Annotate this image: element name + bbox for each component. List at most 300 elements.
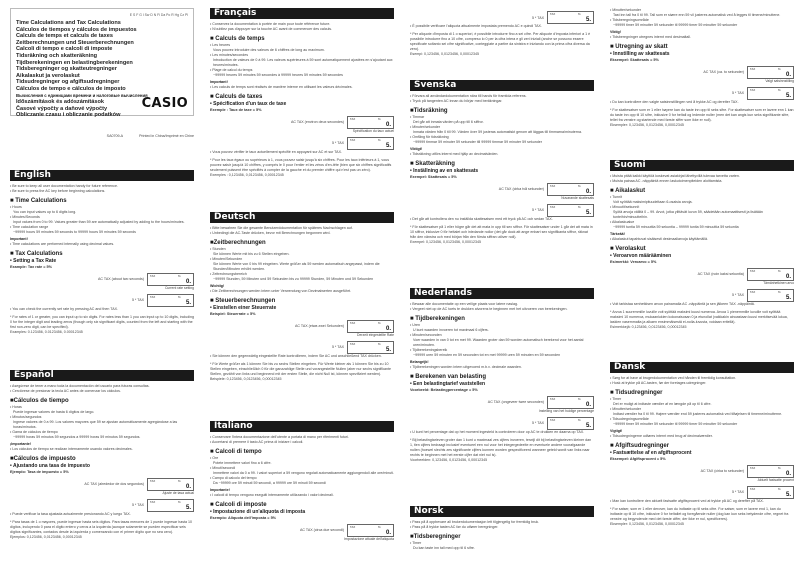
percent-indicator: % [578,183,581,188]
section [210,212,394,382]
tax-indicator: TAX [350,137,356,142]
section-heading: ■ Berekenen van belasting [410,374,486,380]
paragraph-detail: Voit syöttää maksimipituudeltaan 6-osaisia arvoja. [613,200,693,204]
bullet-text: • Gama de cálculos de tiempo [10,430,58,434]
percent-indicator: % [778,66,781,71]
lcd-display [747,465,794,478]
section [10,170,194,335]
bullet-text: Exempel: 0,123456, 0,0123456, 0,00012345 [410,239,481,244]
key-sequence-example [610,289,794,302]
bullet-text: • Minutter/sekunder [610,407,642,411]
key-sequence-example [610,465,794,478]
key-sequence-example [10,478,194,491]
paragraph-detail: −99999 uren 59 minuten en 59 seconden tot en met 99999 uren 59 minuten en 59 seconden [413,353,561,357]
section [10,370,194,540]
cover-title: Cálculos de tiempos y cálculos de impuestos [16,26,137,33]
language-heading: Nederlands [410,288,594,299]
tax-indicator: TAX [750,66,756,71]
display-value: 0. [785,470,791,477]
footnote: * For rates of 1 or greater, you can input up to six digits. For rates less than 1 you can input up to 10 digits, including 0 for the integer digit and leading zeros (though only six significant digits, counted from the left and starting with the first non-zero digit, can be specified). [10,314,194,329]
display-caption: Nuvarande skattesats [561,195,594,200]
bullet-text: • Aikalaskut tapahtuvat sisäisesti desimaaliarvoja käyttämällä. [610,237,708,241]
bullet-text: • I calcoli di tempo vengono eseguiti internamente utilizzando i valori decimali. [210,493,334,497]
section-heading: ■ Tijdberekeningen [410,316,465,322]
key-sequence: AC TAX (etwa zwei Sekunden) [294,324,344,328]
bullet-text: • Tijdberekeningsbereik [410,348,448,352]
display-value: 0. [385,325,391,332]
language-heading: Norsk [410,506,594,517]
tax-indicator: TAX [550,396,556,401]
key-sequence-example [210,116,394,129]
paragraph-detail: −99999 timer 59 minutter 59 sekunder til 99999 timer 59 minutter 59 sekunder [613,23,738,27]
bullet-text: • Les minutes/secondes [210,53,249,57]
bullet-text: • Muista painaa AC -näppäintä ennen laskutoimenpiteiden aloittamista. [610,179,723,183]
tax-indicator: TAX [550,183,556,188]
key-sequence: AC TAX (about two seconds) [97,277,144,281]
bullet-text: • Minuter/sekunder [410,125,441,129]
bullet-text: • Vergeet niet op de AC toets te drukken alvorens te beginnen met het uitvoeren van berekeningen. [410,307,568,311]
important-label: Belangrijk! [410,360,429,364]
bullet-text: • Minutter/sekunder [610,8,642,12]
percent-indicator: % [778,87,781,92]
section-heading: ■ Tidsudregninger [610,390,663,396]
percent-indicator: % [578,12,581,16]
key-sequence: AC TAX (cirka to sekunder) [700,469,744,473]
paragraph-detail: Vous pouvez introduire des valeurs de 6 chiffres de long au maximum. [213,48,325,52]
key-sequence-example [210,320,394,333]
paragraph-detail: −99999 hours 59 minutes 59 seconds to 99999 hours 59 minutes 59 seconds [13,230,136,234]
key-sequence-example [410,183,594,196]
footnote: * Für Werte größer als 1 können Sie bis zu sechs Stellen eingeben. Für Werte kleiner als 1 können Sie bis zu 10 Stellen eingeben, einschließlich 0 für die ganzzahlige Stelle und vorangestellte Nullen (aber nur sechs signifikante Stellen, gezählt von links und beginnend mit der ersten Stelle, die nicht Null ist, können spezifiziert werden). [210,361,391,376]
paragraph-detail: Det er muligt at indtaste værdier af en længde på op til 6 cifre. [613,402,712,406]
display-value: 0. [185,483,191,490]
section [410,80,594,245]
paragraph-detail: −99999 tuntia 59 minuuttia 59 sekuntia – 99999 tuntia 59 minuuttia 59 sekuntia [613,225,739,229]
key-sequence: 5 * TAX [131,503,144,507]
important-label: Viktig! [610,30,621,34]
section [410,8,594,57]
key-sequence: 5 * TAX [331,141,344,145]
percent-indicator: % [578,204,581,209]
tax-indicator: TAX [750,87,756,92]
subsection-heading: • Setting a Tax Rate [10,258,57,264]
percent-indicator: % [378,524,381,529]
tax-indicator: TAX [350,320,356,325]
lcd-display [547,204,594,217]
bullet-text: • U kunt het percentage dat op het moment ingesteld is controleren door op AC te drukken en daarna op TAX. [410,429,585,434]
subsection-heading: • Een belastingtarief vaststellen [410,381,486,387]
bullet-text: • Stunden [210,247,226,251]
cover-title: Tijdberekeningen en belastingberekeningen [16,59,133,66]
display-value: 0. [185,278,191,285]
section-heading: ■ Skatteräkning [410,161,455,167]
cover-title: Aikalaskut ja verolaskut [16,72,80,79]
bullet-text: • Tidsberegninger utregnes internt med desimaltall. [610,35,691,39]
bullet-text: • Les calculs de temps sont réalisés de manière interne en utilisant les valeurs décimales. [210,85,353,89]
display-value: 5. [185,504,191,511]
key-sequence-example [610,486,794,499]
display-caption: Ajuste de tasa actual [162,490,194,495]
key-sequence-example [210,524,394,537]
bullet-text: • Horas [10,405,22,409]
bullet-text: • Ore [210,456,219,460]
subsection-heading: • Innstilling av skattesats [610,51,670,57]
column-1 [10,0,194,567]
cover-title: Časové výpočty a daňové výpočty [16,105,108,112]
bullet-text: • Tidsräkning utförs internt med hjälp av decimalvärden. [410,152,499,156]
bullet-text: • Tunnit [610,195,623,199]
subsection-heading: • Inställning av en skattesats [410,168,479,174]
example-label: Esempio: Aliquota dell'imposta = 5% [210,515,277,520]
paragraph-detail: Immettere valori da 0 a 99. I valori superiori a 59 vengono regolati automaticamente aggiungendoli alle ore/minuti. [213,471,394,475]
footnote: * Pour les taux égaux ou supérieurs à 1, vous pouvez saisir jusqu'à six chiffres. Pour les taux inférieurs à 1, vous pouvez saisir jusqu'à 10 chiffres, y compris le 0 pour l'entier et les zéros d'en-tête (bien que six chiffres significatifs seulement puissent être spécifiés à compter de la gauche et du premier chiffre qui n'est pas un zéro). [210,157,392,172]
bullet-text: • Man kan kontrollere den aktuelt fastsatte afgiftsprocent ved at trykke på AC og derefter på TAX. [610,498,764,503]
section [410,506,594,551]
paragraph-detail: Ingrese valores de 0 a 99. Los valores mayores que 59 se ajustan automáticamente agregándose a las horas/minutos. [13,420,178,429]
percent-indicator: % [578,417,581,422]
cover-title: Időszámítások és adószámítások [16,99,104,106]
important-label: Vigtigt! [610,429,623,433]
tax-indicator: TAX [150,273,156,278]
paragraph-detail: −99999 heures 59 minutes 59 secondes à 99999 heures 59 minutes 59 secondes [213,73,343,77]
language-heading: Deutsch [210,212,394,223]
footnote: * Per aliquote d'imposta di 1 o superiori, è possibile introdurre fino a sei cifre. Per aliquote d'imposta inferiori a 1 è possibile introdurre fino a 10 cifre, compreso lo 0 per la cifra intera e gli zeri iniziali (anche se possono essere specificate soltanto sei cifre significative, conteggiate a partire da sinistra e iniziando con la prima cifra diversa da zero). [410,32,591,51]
bullet-text: • Förvara all användardokumentation nära till hands för framtida referens. [410,94,527,98]
display-value: 5. [785,92,791,99]
paragraph-detail: −99999 horas 59 minutos 59 segundos a 99999 horas 59 minutos 59 segundos. [13,435,141,439]
section-heading: ■ Tax Calculations [10,251,63,257]
bullet-text: Esimerkkejä: 0,123456, 0,0123456, 0,00012345 [610,324,687,329]
bullet-text: • Det går att kontrollera den nu inställda skattesatsen med ett tryck på AC och sedan TAX. [410,216,553,221]
key-sequence-example [410,396,594,409]
percent-indicator: % [778,486,781,491]
cover-title: Tidsudregninger og afgiftsudregninger [16,79,120,86]
bullet-text: • Les heures [210,43,231,47]
percent-indicator: % [778,289,781,294]
bullet-text: • Conservare l'intera documentazione dell'utente a portata di mano per riferimenti futuri. [210,435,349,439]
tax-indicator: TAX [550,204,556,209]
bullet-text: Ejemplos: 0,123456, 0,0123456, 0,00012345 [10,534,82,539]
percent-indicator: % [778,268,781,273]
key-sequence: AC TAX (environ deux secondes) [290,120,344,124]
lcd-display [747,486,794,499]
key-sequence: 5 * TAX [131,298,144,302]
section [10,8,194,138]
cover-title: Tidsräkning och skatteräkning [16,52,98,59]
model-code: SA0709-A [106,134,124,138]
section-heading: ■ Calculs de taxes [210,94,263,100]
bullet-text: • You can check the currently set rate by pressing AC and then TAX. [10,306,119,311]
example-label: Beispiel: Steuerrate = 5% [210,311,256,316]
tax-indicator: TAX [150,478,156,483]
paragraph-detail: Tast inn tall fra 0 til 99. Tall som er større enn 59 vil justeres automatisk ved å legges til timene/minuttene. [613,13,781,17]
bullet-text: Beispiele: 0,123456, 0,0123456, 0,00012345 [210,376,282,381]
percent-indicator: % [378,137,381,142]
key-sequence: 5 * TAX [531,208,544,212]
footnote: * Para tasas de 1 o mayores, puede ingresar hasta seis dígitos. Para tasas menores de 1 puede ingresar hasta 10 dígitos, incluyendo 0 para el dígito entero y ceros a la izquierda (aunque solamente se pueden especificar seis dígitos significantes, contados desde la izquierda y comenzando con el primer dígito que no sea cero). [10,519,192,534]
section-heading: ■ Steuerberechnungen [210,298,276,304]
section-heading: ■Zeitberechnungen [210,240,266,246]
percent-indicator: % [178,499,181,504]
bullet-text: • Pass på å trykke tasten AC før du utfører beregninger. [410,525,499,529]
lcd-display [347,341,394,354]
key-sequence: 5 * TAX [731,293,744,297]
paragraph-detail: Inmata värden från 0 till 99. Värden över 59 justeras automatiskt genom att läggas till timmarna/minuterna. [413,130,582,134]
key-sequence-example [610,87,794,100]
display-value: 5. [385,346,391,353]
bullet-text: • Timmar [410,115,425,119]
column-3 [410,0,594,567]
bullet-text: • Zeitrechnungsbereich [210,272,247,276]
percent-indicator: % [178,294,181,299]
example-label: Exempel: Skattesats = 5% [410,174,457,179]
bullet-text: • Omfång för tidsräkning [410,135,449,139]
example-label: Esimerkki: Veroarvo = 5% [610,259,657,264]
bullet-text: • Puede verificar la tasa ajustada actualmente presionando AC y luego TAX. [10,511,131,516]
important-label: Viktigt! [410,147,423,151]
key-sequence-example [410,11,594,24]
subsection-heading: • Einstellen einer Steuerrate [210,305,277,311]
bullet-text: • Unbedingt die AC-Taste drücken, bevor mit Berechnungen begonnen wird. [210,231,331,235]
display-value: 0. [385,529,391,536]
tax-indicator: TAX [350,341,356,346]
bullet-text: • Sørg for at have al brugerdokumentation ved hånden til fremtidig konsultation. [610,376,737,380]
key-sequence: 5 * TAX [331,345,344,349]
bullet-text: • Tidsudregningsområde [610,417,649,421]
key-sequence: 5 * TAX [731,91,744,95]
example-label: Ejemplo: Tasa de impuesto = 5% [10,469,69,474]
paragraph-detail: You can input values up to 6 digits long. [13,210,77,214]
cover-title: Time Calculations and Tax Calculations [16,20,121,26]
cover-title: Obliczanie czasu i obliczanie podatków [16,112,121,119]
important-label: Important! [10,237,28,241]
paragraph-detail: −99999 timer 59 minutter 59 sekunder til 99999 timer 59 minutter 59 sekunder [613,422,738,426]
bullet-text: • Plage de calcul du temps [210,68,253,72]
subsection-heading: • Impostazione di un'aliquota di imposta [210,509,306,515]
paragraph-detail: Input values from 0 to 99. Values greater than 59 are automatically adjusted by adding to the hours/minutes. [13,220,185,224]
section-heading: ■ Calcoli di imposte [210,502,267,508]
key-sequence-example [10,499,194,512]
paragraph-detail: Sie können Werte mit bis zu 6 Stellen eingeben. [213,252,290,256]
section [210,421,394,542]
section-heading: ■Cálculos de impuesto [10,456,76,462]
bullet-text: • Be sure to keep all user documentation handy for future reference. [10,184,118,188]
paragraph-detail: Indtast værdier fra 0 til 99. Højere værdier end 59 justeres automatisk ved tilføjelsen til timerne/minutterne. [613,412,783,416]
language-heading: Español [10,370,194,381]
display-value: 0. [585,401,591,408]
cover-title: Вычисления с единицами времени и налоговые вычисления [16,92,148,98]
bullet-text: • Voit tarkistaa senhetkisen arvon painamalla AC -näppäintä ja sen jälkeen TAX -näppäintä. [610,301,755,306]
bullet-text: • Bitte bewahren Sie die gesamte Benutzerdokumentation für späteres Nachschlagen auf. [210,226,353,230]
tax-indicator: TAX [350,116,356,121]
percent-indicator: % [378,320,381,325]
cover-title: Calcoli di tempo e calcoli di imposte [16,46,113,53]
bullet-text: • Minuten/seconden [410,333,442,337]
display-value: 5. [385,142,391,149]
section-heading: ■Cálculos de tiempo [10,398,69,404]
section [610,160,794,330]
section-heading: ■ Verolaskut [610,246,646,252]
display-caption: Derzeit eingestellte Rate [357,332,394,337]
language-codes: E S F G I Sw D N Fi Da Po R Hg Cz Pl [129,13,188,17]
bullet-text: • Uren [410,323,421,327]
display-value: 0. [585,188,591,195]
display-value: 5. [185,299,191,306]
display-caption: Valgt satsinnstilling [765,78,794,83]
bullet-text: • Asegúrese de tener a mano toda la documentación del usuario para futuras consultas. [10,384,150,388]
tax-indicator: TAX [150,499,156,504]
display-caption: Current rate setting [164,285,194,290]
bullet-text: • Minuten/Sekunden [210,257,243,261]
lcd-display [347,116,394,129]
bullet-text: • Du kan kontrollere den valgte satsinnstillingen ved å trykke AC og deretter TAX. [610,99,739,104]
percent-indicator: % [178,478,181,483]
section-heading: ■ Aikalaskut [610,188,646,194]
lcd-display [147,478,194,491]
bullet-text: • Husk at trykke på AC-tasten, før der foretages udregninger. [610,381,707,385]
example-label: Example: Tax rate = 5% [10,264,53,269]
lcd-display [747,87,794,100]
bullet-text: • Sie können den gegenwärtig eingestellte Rate kontrollieren, indem Sie AC und anschließend TAX drücken. [210,353,382,358]
bullet-text: • Bewaar alle documentatie op een veilige plaats voor latere naslag. [410,302,518,306]
bullet-text: • Los cálculos de tiempo se realizan internamente usando valores decimales. [10,447,133,451]
footnote: * Bij belastingtarieven groter dan 1 kunt u maximaal zes cijfers invoeren, terwijl dit bij belastingtarieven kleiner dan 1, tien cijfers bedraagt inclusief eventueel een nul voor het integergedeelte en eventuele andere voorafgaande nullen (hoewel slechts zes significante cijfers kunnen worden gespecificeerd wanneer geteld wordt van links naar rechts te beginnen met het eerste cijfer dat niet nul is). [410,437,592,457]
key-sequence-example [610,268,794,281]
paragraph-detail: U kunt waarden invoeren tot maximaal 6 cijfers. [413,328,489,332]
subsection-heading: • Spécification d'un taux de taxe [210,101,287,107]
lcd-display [747,289,794,302]
section [610,8,794,128]
display-value: 5. [585,209,591,216]
bullet-text: • Vous pouvez vérifier le taux actuellement spécifié en appuyant sur AC et sur TAX. [210,149,342,154]
display-value: 0. [785,71,791,78]
paragraph-detail: −99999 Stunden, 59 Minuten und 59 Sekunden bis zu 99999 Stunden, 59 Minuten und 59 Sekunden [213,277,374,281]
cover-title: Calculs de temps et calculs de taxes [16,33,114,40]
percent-indicator: % [378,116,381,121]
important-label: Importante! [210,488,230,492]
cover-title: Zeitberechnungen und Steuerberechnungen [16,39,134,46]
lcd-display [747,268,794,281]
bullet-text: • Tidsberegningsområde [610,18,649,22]
bullet-text: • Muista pitää kaikki käyttöä koskevat asiakirjat lähettyvillä tulevaa tarvetta varten. [610,174,740,178]
lcd-display [747,66,794,79]
bullet-text: • Campo di calcolo del tempo [210,476,257,480]
example-label: Eksempel: Skattesats = 5% [610,57,659,62]
paragraph-detail: Introduction de valeurs de 0 à 99. Les valeurs supérieures à 59 sont automatiquement ajustées en s'ajoutant aux heures/minutes. [213,58,393,67]
tax-indicator: TAX [750,289,756,294]
bullet-text: Esempi: 0,123456, 0,0123456, 0,00012345 [410,52,479,56]
lcd-display [547,396,594,409]
footnote: * For satser, som er 1 eller derover, kan du indtaste op til seks cifre. For satser, som er lavere end 1, kan du indtaste op til 10 cifre, inklusive 0 for heltallet og foregående nuller (dog kan kun seks betydende cifre, regnet fra venstre og begyndende med det første ciffer, der ikke er nul, specificeres). [610,506,789,521]
section [610,362,794,527]
key-sequence-example [410,204,594,217]
important-label: ¡Importante! [10,442,31,446]
casio-logo: CASIO [141,96,188,111]
bullet-text: Eksempler: 0,123456, 0,0123456, 0,00012345 [610,122,684,127]
lcd-display [547,417,594,430]
bullet-text: • Pass på å oppbevare all brukerdokumentasjon lett tilgjengelig for fremtidig bruk. [410,520,540,524]
section-heading: ■Tidsberegninger [410,534,461,540]
percent-indicator: % [178,273,181,278]
tax-indicator: TAX [750,465,756,470]
language-heading: English [10,170,194,181]
lcd-display [547,11,594,24]
display-value: 5. [585,422,591,429]
lcd-display [147,273,194,286]
key-sequence: AC TAX (cirka två sekunder) [498,187,544,191]
bullet-text: • Tidsudregningerne udføres internt med brug af decimalværdier. [610,434,713,438]
paragraph-detail: Det går att inmata värden på upp till 6 siffror. [413,120,484,124]
paragraph-detail: Puede ingresar valores de hasta 6 dígitos de largo. [13,410,95,414]
bullet-text: • Minuutit/sekunnit [610,205,640,209]
section-heading: ■Tidsräkning [410,108,448,114]
key-sequence-example [210,137,394,150]
display-value: 5. [585,17,591,23]
bullet-text: • Timer [410,541,422,545]
display-value: 5. [785,294,791,301]
tax-indicator: TAX [750,268,756,273]
key-sequence: 5 * TAX [531,15,544,20]
bullet-text: • Accertarsi di premere il tasto AC prima di iniziare i calcoli. [210,440,304,444]
bullet-text: Voorbeelden: 0,123456, 0,0123456, 0,00012345 [410,457,488,462]
bullet-text: • Minutes/Seconds [10,215,40,219]
key-sequence: AC TAX (ongeveer twee seconden) [487,400,544,404]
bullet-text: • Hours [10,205,22,209]
subsection-heading: • Ajustando una tasa de impuesto [10,463,90,469]
paragraph-detail: −99999 timmar 59 minuter 59 sekunder till 99999 timmar 59 minuter 59 sekunder [413,140,542,144]
bullet-text: • È possibile verificare l'aliquota attualmente impostata premendo AC e quindi TAX. [410,24,542,28]
key-sequence: 5 * TAX [531,421,544,425]
bullet-text: Eksempler: 0,123456, 0,0123456, 0,00012345 [610,521,684,526]
bullet-text: Examples: 0.123456, 0.0123456, 0.00012345 [10,329,83,334]
example-label: Eksempel: Afgiftsprocent = 5% [610,456,666,461]
paragraph-detail: Du kan taste inn tall med opp til 6 sifre. [413,546,475,550]
tax-indicator: TAX [550,417,556,422]
section [410,288,594,463]
paragraph-detail: Potete immettere valori fino a 6 cifre. [213,461,272,465]
key-sequence: AC TAX (alrededor de dos segundos) [84,482,144,486]
tax-indicator: TAX [150,294,156,299]
display-caption: Tämänhetkinen arvo [763,280,794,285]
subsection-heading: • Veroarvon määrääminen [610,253,672,259]
language-heading: Svenska [410,80,594,91]
printed-in: Printed in China/Imprimé en Chine [139,134,194,138]
language-heading: Suomi [610,160,794,171]
lcd-display [147,499,194,512]
important-label: Wichtig! [210,284,225,288]
subsection-heading: • Fastsættelse af en afgiftsprocent [610,450,692,456]
tax-indicator: TAX [550,12,556,16]
example-label: Voorbeeld: Belastingpercentage = 5% [410,387,478,392]
tax-indicator: TAX [750,486,756,491]
bullet-text: • Tryck på tangenten AC innan du börjar med beräkningar. [410,99,503,103]
key-sequence: AC TAX (ca. to sekunder) [703,70,744,74]
display-caption: Instelling van het huidige percentage [538,408,594,413]
display-value: 0. [785,273,791,280]
column-4 [610,0,794,567]
language-heading: Français [210,8,394,19]
paragraph-detail: Da −99999 ore 59 minuti 59 secondi, a 99999 ore 59 minuti 59 secondi [213,481,326,485]
display-caption: Impostazione attuale dell'aliquota [343,536,394,541]
cover-title: Cálculos de tempo e cálculos de imposto [16,85,126,92]
bullet-text: • Cerciórese de presionar la tecla AC antes de comenzar los cálculos. [10,389,121,393]
display-value: 5. [785,491,791,498]
key-sequence-example [10,273,194,286]
print-info [10,134,194,138]
footnote: * For skattesatser som er 1 eller høyere kan du taste inn opp til seks sifre. For skattesatser som er lavere enn 1 kan du taste inn opp til 10 sifre, inklusive 0 for heltall og ledende nuller (men det kan angis kun seks signifikante sifre, tellet fra venstre og startende med første siffer som ikke er null). [610,107,794,122]
bullet-text: • Be sure to press the AC key before beginning calculations. [10,189,106,193]
bullet-text: Exemples : 0,123456, 0,0123456, 0,00012345 [210,172,284,177]
